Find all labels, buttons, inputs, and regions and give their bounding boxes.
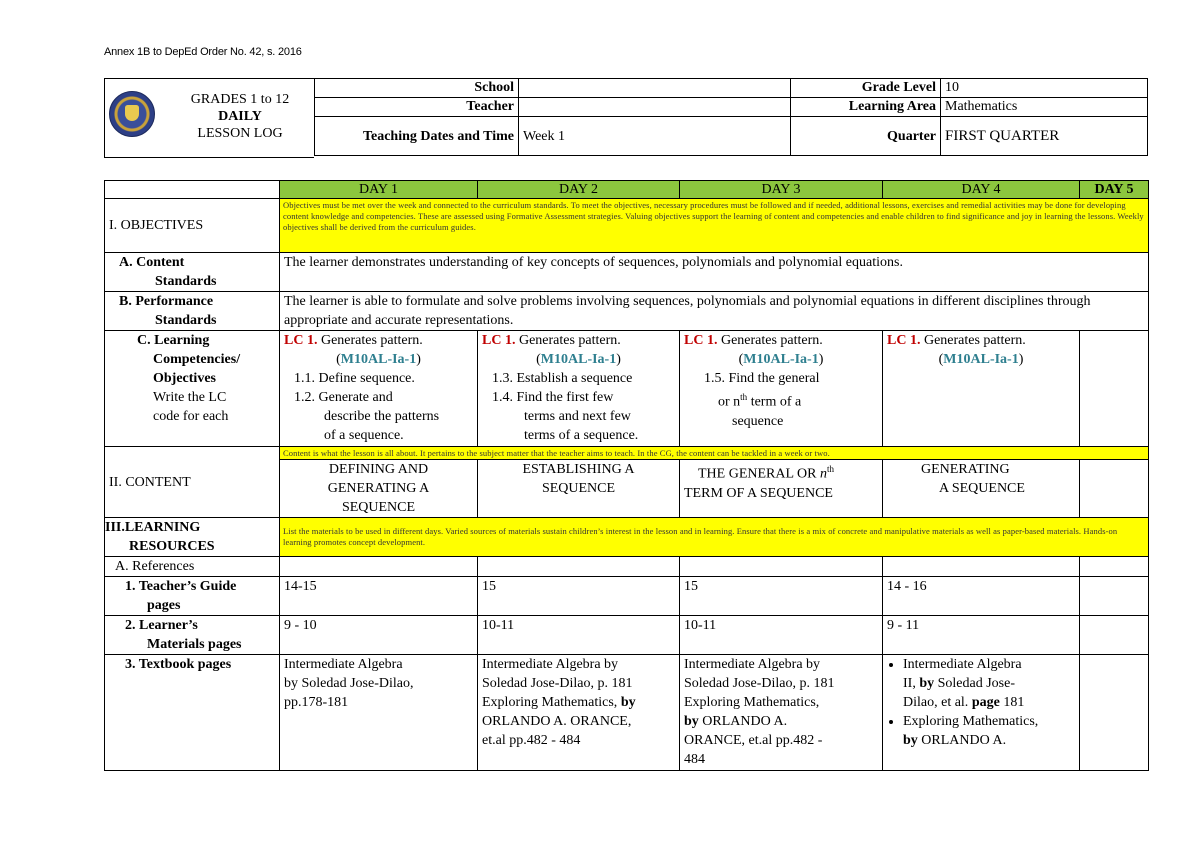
lesson-log-table <box>104 180 1149 771</box>
lesson-log-title <box>165 91 315 142</box>
content-day-3: THE GENERAL OR $n^{th}$ TERM OF A SEQUENCE <box>680 460 883 518</box>
lm-day-2: 10-11 <box>478 616 680 655</box>
title-line-3: LESSON LOG <box>197 126 283 141</box>
list-item: • Intermediate Algebra II, by Soledad Jose- Dilao, et al. page 181 <box>903 655 1075 712</box>
day-3-header: DAY 3 <box>680 181 883 199</box>
tg-day-3: 15 <box>680 577 883 616</box>
learning-competencies-row <box>105 331 1149 447</box>
learners-materials-row <box>105 616 1149 655</box>
lc-day-3: LC 1. Generates pattern. (M10AL-Ia-1) 1.5. Find the general or $n^{th}$ term of a sequence <box>680 331 883 447</box>
lc-day-1: LC 1. Generates pattern. (M10AL-Ia-1) 1.1. Define sequence. 1.2. Generate and describe the patterns of a sequence. <box>280 331 478 447</box>
content-day-1: DEFINING AND GENERATING A SEQUENCE <box>280 460 478 518</box>
deped-seal-icon <box>109 91 155 137</box>
content-day-2: ESTABLISHING A SEQUENCE <box>478 460 680 518</box>
day-header-row <box>105 181 1149 199</box>
blank-corner <box>105 181 280 199</box>
performance-standards-label: B. Performance Standards <box>105 292 280 331</box>
quarter-label: Quarter <box>791 117 941 156</box>
performance-standards-row <box>105 292 1149 331</box>
tg-day-5 <box>1080 577 1149 616</box>
day-4-header: DAY 4 <box>883 181 1080 199</box>
dates-label: Teaching Dates and Time <box>315 117 519 156</box>
lm-day-3: 10-11 <box>680 616 883 655</box>
teacher-label: Teacher <box>315 98 519 117</box>
grade-level-field[interactable]: 10 <box>941 79 1148 98</box>
performance-standards-text: The learner is able to formulate and solve problems involving sequences, polynomials and polynomial equations in different disciplines through appropriate and accurate representations. <box>280 292 1149 331</box>
objectives-row <box>105 199 1149 253</box>
tg-day-2: 15 <box>478 577 680 616</box>
learning-competencies-label: C. Learning Competencies/ Objectives Write the LC code for each <box>105 331 280 447</box>
title-line-2: DAILY <box>218 109 262 124</box>
annex-label: Annex 1B to DepEd Order No. 42, s. 2016 <box>104 46 302 58</box>
school-field[interactable] <box>519 79 791 98</box>
resources-note: List the materials to be used in different days. Varied sources of materials sustain children’s interest in the lesson and in learning. Ensure that there is a mix of concrete and manipulative materials as well as paper-based materials. Hands-on learning promotes concept development. <box>280 518 1149 557</box>
content-standards-row <box>105 253 1149 292</box>
content-standards-text: The learner demonstrates understanding of key concepts of sequences, polynomials and polynomial equations. <box>280 253 1149 292</box>
lc-day-4: LC 1. Generates pattern. (M10AL-Ia-1) <box>883 331 1080 447</box>
objectives-note: Objectives must be met over the week and connected to the curriculum standards. To meet the objectives, necessary procedures must be followed and if needed, additional lessons, exercises and remedial activities may be done for developing content knowledge and competencies. These are assessed using Formative Assessment strategies. Valuing objectives support the learning of content and competencies and enable children to find significance and joy in learning the lessons. Weekly objectives shall be derived from the curriculum guides. <box>280 199 1149 253</box>
quarter-field[interactable]: FIRST QUARTER <box>941 117 1148 156</box>
references-label: A. References <box>105 557 280 577</box>
content-note-row <box>105 447 1149 460</box>
lc-day-2: LC 1. Generates pattern. (M10AL-Ia-1) 1.3. Establish a sequence 1.4. Find the first few terms and next few terms of a sequence. <box>478 331 680 447</box>
resources-row <box>105 518 1149 557</box>
teachers-guide-label: 1. Teacher’s Guide pages <box>105 577 280 616</box>
list-item: • Exploring Mathematics, by ORLANDO A. <box>903 712 1075 750</box>
lm-day-4: 9 - 11 <box>883 616 1080 655</box>
grade-level-label: Grade Level <box>791 79 941 98</box>
lm-day-5 <box>1080 616 1149 655</box>
textbook-row <box>105 655 1149 771</box>
learning-area-label: Learning Area <box>791 98 941 117</box>
day-2-header: DAY 2 <box>478 181 680 199</box>
lm-day-1: 9 - 10 <box>280 616 478 655</box>
tg-day-1: 14-15 <box>280 577 478 616</box>
tb-day-1: Intermediate Algebra by Soledad Jose-Dilao, pp.178-181 <box>280 655 478 771</box>
title-line-1: GRADES 1 to 12 <box>190 92 290 107</box>
school-label: School <box>315 79 519 98</box>
tg-day-4: 14 - 16 <box>883 577 1080 616</box>
tb-day-2: Intermediate Algebra by Soledad Jose-Dilao, p. 181 Exploring Mathematics, by ORLANDO A. ORANCE, et.al pp.482 - 484 <box>478 655 680 771</box>
header-info-table <box>314 78 1148 156</box>
day-1-header: DAY 1 <box>280 181 478 199</box>
day-5-header: DAY 5 <box>1080 181 1149 199</box>
references-row <box>105 557 1149 577</box>
teacher-field[interactable] <box>519 98 791 117</box>
header-logo-box <box>104 78 314 158</box>
textbook-label: 3. Textbook pages <box>105 655 280 771</box>
tb-day-4 <box>883 655 1080 771</box>
content-day-4: GENERATING A SEQUENCE <box>883 460 1080 518</box>
content-note: Content is what the lesson is all about. It pertains to the subject matter that the teacher aims to teach. In the CG, the content can be tackled in a week or two. <box>280 447 1149 460</box>
learners-materials-label: 2. Learner’s Materials pages <box>105 616 280 655</box>
teachers-guide-row <box>105 577 1149 616</box>
content-day-5 <box>1080 460 1149 518</box>
objectives-label: I. OBJECTIVES <box>105 199 280 253</box>
lc-day-5 <box>1080 331 1149 447</box>
tb-day-5 <box>1080 655 1149 771</box>
tb-day-3: Intermediate Algebra by Soledad Jose-Dilao, p. 181 Exploring Mathematics, by ORLANDO A. ORANCE, et.al pp.482 - 484 <box>680 655 883 771</box>
resources-label: III.LEARNING RESOURCES <box>105 518 280 557</box>
content-label: II. CONTENT <box>105 447 280 518</box>
learning-area-field[interactable]: Mathematics <box>941 98 1148 117</box>
dates-field[interactable]: Week 1 <box>519 117 791 156</box>
tb-day-4-list <box>887 655 1075 750</box>
content-standards-label: A. Content Standards <box>105 253 280 292</box>
